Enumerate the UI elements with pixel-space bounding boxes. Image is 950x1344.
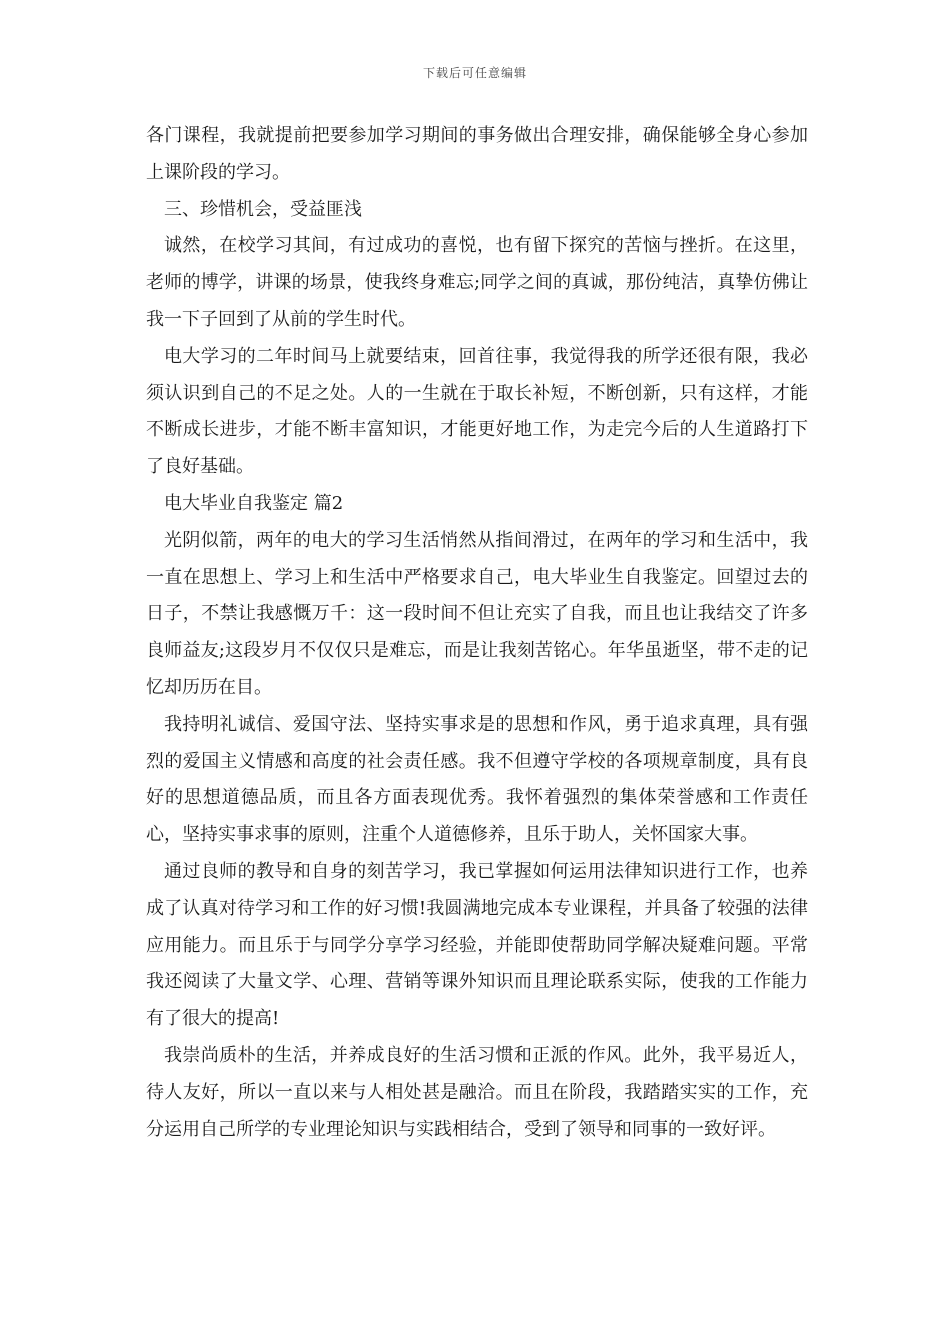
- paragraph-2: 诚然，在校学习其间，有过成功的喜悦，也有留下探究的苦恼与挫折。在这里，老师的博学，讲课的场景，使我终身难忘;同学之间的真诚，那份纯洁，真挚仿佛让我一下子回到了从前的学生时代。: [146, 235, 808, 330]
- paragraph-4: 光阴似箭，两年的电大的学习生活悄然从指间滑过，在两年的学习和生活中，我一直在思想上、学习上和生活中严格要求自己，电大毕业生自我鉴定。回望过去的日子，不禁让我感慨万千：这一段时间不但让充实了自我，而且也让我结交了许多良师益友;这段岁月不仅仅只是难忘，而是让我刻苦铭心。年华虽逝坚，带不走的记忆却历历在目。: [146, 529, 808, 698]
- paragraph-6: 通过良师的教导和自身的刻苦学习，我已掌握如何运用法律知识进行工作，也养成了认真对待学习和工作的好习惯!我圆满地完成本专业课程，并具备了较强的法律应用能力。而且乐于与同学分享学习经验，并能即使帮助同学解决疑难问题。平常我还阅读了大量文学、心理、营销等课外知识而且理论联系实际，使我的工作能力有了很大的提高!: [146, 860, 808, 1030]
- document-body: [146, 118, 808, 1148]
- paragraph-5: 我持明礼诚信、爱国守法、坚持实事求是的思想和作风，勇于追求真理，具有强烈的爱国主义情感和高度的社会责任感。我不但遵守学校的各项规章制度，具有良好的思想道德品质，而且各方面表现优秀。我怀着强烈的集体荣誉感和工作责任心，坚持实事求事的原则，注重个人道德修养，且乐于助人，关怀国家大事。: [146, 713, 808, 846]
- paragraph-1: 各门课程，我就提前把要参加学习期间的事务做出合理安排，确保能够全身心参加上课阶段的学习。: [146, 125, 808, 183]
- section-heading-3: 三、珍惜机会，受益匪浅: [164, 198, 362, 220]
- paragraph-7: 我崇尚质朴的生活，并养成良好的生活习惯和正派的作风。此外，我平易近人，待人友好，所以一直以来与人相处甚是融洽。而且在阶段，我踏踏实实的工作，充分运用自己所学的专业理论知识与实践相结合，受到了领导和同事的一致好评。: [146, 1044, 808, 1140]
- paragraph-3: 电大学习的二年时间马上就要结束，回首往事，我觉得我的所学还很有限，我必须认识到自己的不足之处。人的一生就在于取长补短，不断创新，只有这样，才能不断成长进步，才能不断丰富知识，才能更好地工作，为走完今后的人生道路打下了良好基础。: [146, 345, 808, 478]
- page-header: 下载后可任意编辑: [422, 66, 527, 80]
- article-heading-2: 电大毕业自我鉴定 篇2: [164, 492, 344, 514]
